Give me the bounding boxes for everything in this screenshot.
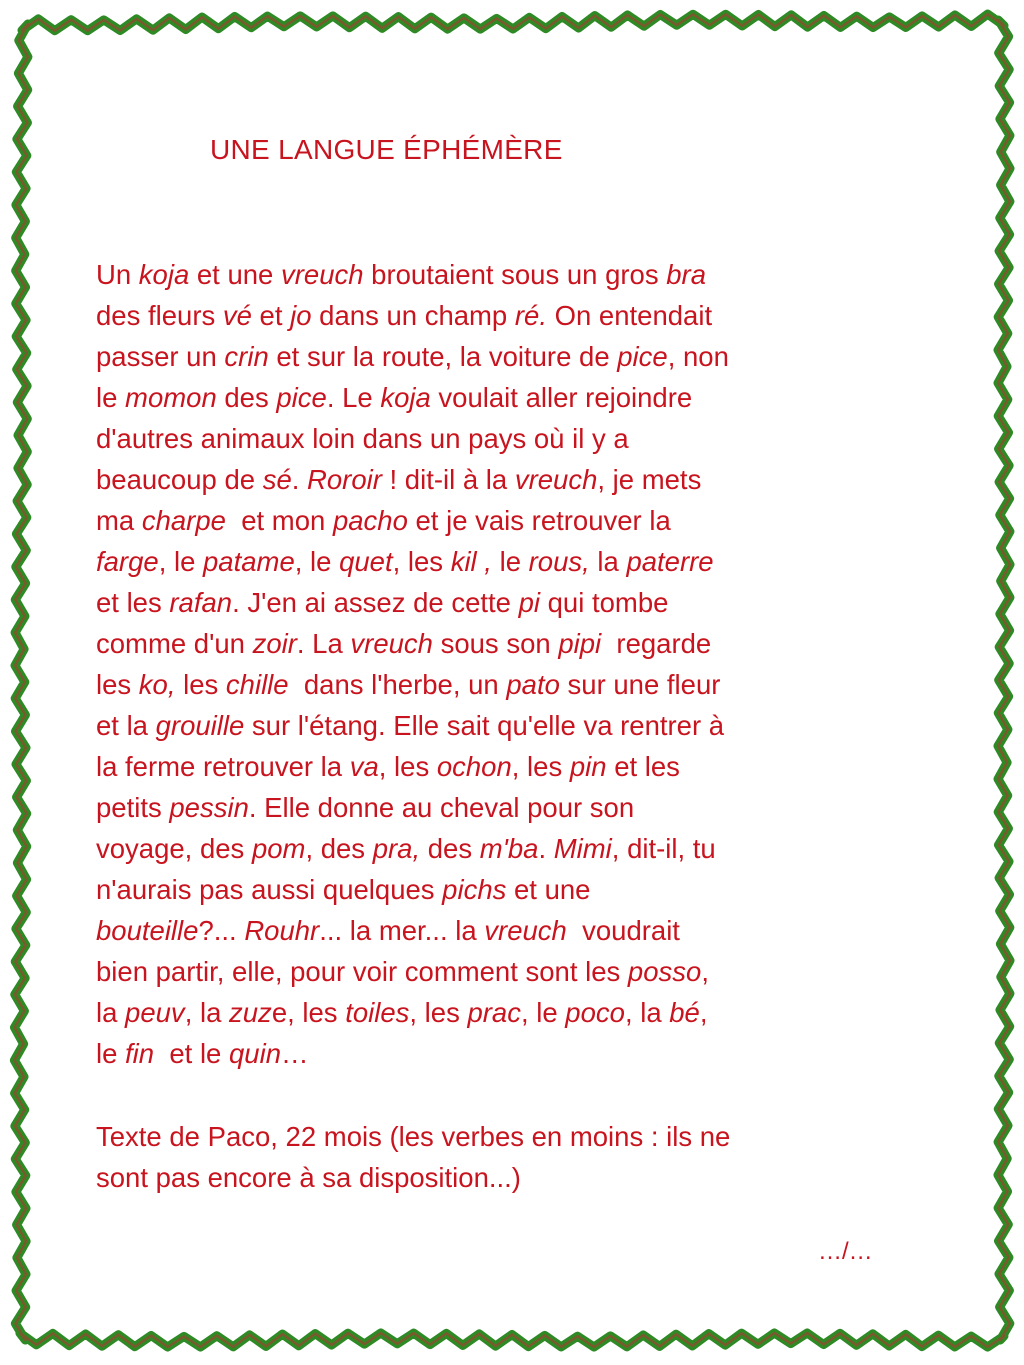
invented-word: kil , xyxy=(450,546,492,577)
story-segment: , xyxy=(699,997,708,1028)
story-segment: et les xyxy=(96,587,170,618)
story-segment: des xyxy=(420,833,480,864)
story-line xyxy=(96,418,896,459)
story-segment: , dit-il, tu xyxy=(611,833,716,864)
credit-line: Texte de Paco, 22 mois (les verbes en moins : ils ne xyxy=(96,1121,731,1152)
invented-word: farge xyxy=(96,546,159,577)
invented-word: chille xyxy=(225,669,289,700)
invented-word: rous, xyxy=(528,546,590,577)
story-line xyxy=(96,664,896,705)
invented-word: poco xyxy=(565,997,625,1028)
story-segment: , des xyxy=(305,833,373,864)
story-segment: et le xyxy=(154,1038,229,1069)
story-segment: On entendait xyxy=(546,300,713,331)
story-segment: , les xyxy=(378,751,437,782)
invented-word: grouille xyxy=(155,710,245,741)
invented-word: ochon xyxy=(436,751,512,782)
invented-word: zuz xyxy=(229,997,272,1028)
invented-word: pom xyxy=(251,833,306,864)
story-segment: . xyxy=(538,833,554,864)
story-segment: . La xyxy=(296,628,351,659)
invented-word: pi xyxy=(518,587,540,618)
story-segment: sur l'étang. Elle sait qu'elle va rentrer à xyxy=(244,710,725,741)
story-line xyxy=(96,582,896,623)
story-text xyxy=(96,254,896,1074)
invented-word: charpe xyxy=(141,505,226,536)
story-segment: , xyxy=(701,956,709,987)
story-segment: . Le xyxy=(326,382,381,413)
invented-word: Rouhr xyxy=(244,915,320,946)
invented-word: vé xyxy=(222,300,252,331)
story-segment: Un xyxy=(96,259,139,290)
invented-word: bé xyxy=(669,997,700,1028)
story-segment: le xyxy=(96,1038,126,1069)
invented-word: peuv xyxy=(125,997,185,1028)
invented-word: vreuch xyxy=(350,628,433,659)
story-segment: . xyxy=(291,464,308,495)
story-segment: sous son xyxy=(432,628,559,659)
story-line xyxy=(96,377,896,418)
story-segment: , non xyxy=(667,341,729,372)
story-segment: et une xyxy=(189,259,281,290)
invented-word: m'ba xyxy=(479,833,539,864)
story-segment: , les xyxy=(409,997,468,1028)
story-segment: , les xyxy=(392,546,451,577)
credit-text xyxy=(96,1116,916,1198)
story-segment: voudrait xyxy=(566,915,680,946)
story-segment: la xyxy=(96,997,126,1028)
invented-word: bouteille xyxy=(96,915,199,946)
invented-word: posso xyxy=(627,956,702,987)
story-line xyxy=(96,500,896,541)
story-line xyxy=(96,869,896,910)
invented-word: vreuch xyxy=(514,464,598,495)
story-segment: voulait aller rejoindre xyxy=(430,382,693,413)
story-segment: la ferme retrouver la xyxy=(96,751,350,782)
story-segment: les xyxy=(175,669,226,700)
story-segment: dans l'herbe, un xyxy=(288,669,507,700)
story-line xyxy=(96,254,896,295)
story-segment: voyage, des xyxy=(96,833,252,864)
invented-word: koja xyxy=(380,382,431,413)
invented-word: ré. xyxy=(514,300,547,331)
story-segment: et xyxy=(251,300,291,331)
story-segment: passer un xyxy=(96,341,225,372)
story-segment: sur une fleur xyxy=(559,669,721,700)
invented-word: quet xyxy=(339,546,393,577)
invented-word: sé xyxy=(262,464,292,495)
invented-word: rafan xyxy=(169,587,233,618)
story-line xyxy=(96,992,896,1033)
story-segment: les xyxy=(96,669,139,700)
story-segment: le xyxy=(491,546,529,577)
invented-word: jo xyxy=(290,300,312,331)
page-title: UNE LANGUE ÉPHÉMÈRE xyxy=(210,134,563,165)
invented-word: ko, xyxy=(138,669,176,700)
story-segment: regarde xyxy=(601,628,712,659)
story-segment: , les xyxy=(511,751,570,782)
story-segment: n'aurais pas aussi quelques xyxy=(96,874,443,905)
story-segment: ma xyxy=(96,505,142,536)
story-segment: … xyxy=(281,1038,309,1069)
story-segment: le xyxy=(96,382,126,413)
story-segment: beaucoup de xyxy=(96,464,263,495)
invented-word: pra, xyxy=(372,833,421,864)
invented-word: Mimi xyxy=(553,833,612,864)
invented-word: va xyxy=(349,751,379,782)
invented-word: bra xyxy=(666,259,706,290)
story-segment: d'autres animaux loin dans un pays où il y a xyxy=(96,423,629,454)
story-segment: petits xyxy=(96,792,170,823)
story-segment: , la xyxy=(184,997,230,1028)
story-segment: . J'en ai assez de cette xyxy=(232,587,519,618)
invented-word: vreuch xyxy=(484,915,567,946)
invented-word: momon xyxy=(125,382,217,413)
invented-word: vreuch xyxy=(281,259,364,290)
invented-word: pessin xyxy=(169,792,249,823)
story-line xyxy=(96,1033,896,1074)
story-line xyxy=(96,336,896,377)
story-segment: , le xyxy=(520,997,566,1028)
story-segment: dans un champ xyxy=(311,300,515,331)
story-segment: et mon xyxy=(225,505,333,536)
story-line xyxy=(96,951,896,992)
story-segment: , le xyxy=(294,546,340,577)
story-line xyxy=(96,705,896,746)
story-segment: comme d'un xyxy=(96,628,253,659)
invented-word: pacho xyxy=(332,505,408,536)
invented-word: koja xyxy=(138,259,190,290)
story-segment: ! dit-il à la xyxy=(381,464,515,495)
story-segment: et je vais retrouver la xyxy=(407,505,671,536)
story-line xyxy=(96,541,896,582)
invented-word: pice xyxy=(276,382,327,413)
invented-word: pichs xyxy=(442,874,507,905)
story-line xyxy=(96,746,896,787)
invented-word: paterre xyxy=(626,546,714,577)
story-segment: e, les xyxy=(271,997,346,1028)
invented-word: pato xyxy=(506,669,560,700)
continuation-mark: …/… xyxy=(818,1238,873,1265)
invented-word: prac xyxy=(467,997,521,1028)
story-segment: qui tombe xyxy=(540,587,669,618)
story-segment: des fleurs xyxy=(96,300,223,331)
story-line xyxy=(96,295,896,336)
story-segment: . Elle donne au cheval pour son xyxy=(248,792,635,823)
story-segment: , la xyxy=(624,997,670,1028)
invented-word: pipi xyxy=(558,628,602,659)
invented-word: patame xyxy=(203,546,295,577)
invented-word: pin xyxy=(569,751,607,782)
story-segment: ... la mer... la xyxy=(319,915,485,946)
invented-word: pice xyxy=(617,341,668,372)
story-segment: , le xyxy=(158,546,204,577)
story-segment: bien partir, elle, pour voir comment sont les xyxy=(96,956,628,987)
story-segment: ?... xyxy=(198,915,245,946)
invented-word: crin xyxy=(224,341,269,372)
story-line xyxy=(96,623,896,664)
story-segment: et la xyxy=(96,710,156,741)
story-segment: des xyxy=(216,382,277,413)
invented-word: Roroir xyxy=(307,464,382,495)
story-line xyxy=(96,787,896,828)
story-segment: et les xyxy=(606,751,680,782)
story-segment: et une xyxy=(506,874,591,905)
invented-word: fin xyxy=(125,1038,155,1069)
invented-word: quin xyxy=(229,1038,281,1069)
story-segment: broutaient sous un gros xyxy=(363,259,667,290)
invented-word: toiles xyxy=(345,997,410,1028)
invented-word: zoir xyxy=(252,628,297,659)
story-line xyxy=(96,459,896,500)
story-line xyxy=(96,910,896,951)
story-segment: la xyxy=(589,546,627,577)
credit-line: sont pas encore à sa disposition...) xyxy=(96,1162,521,1193)
story-segment: , je mets xyxy=(597,464,702,495)
story-segment: et sur la route, la voiture de xyxy=(268,341,618,372)
story-line xyxy=(96,828,896,869)
